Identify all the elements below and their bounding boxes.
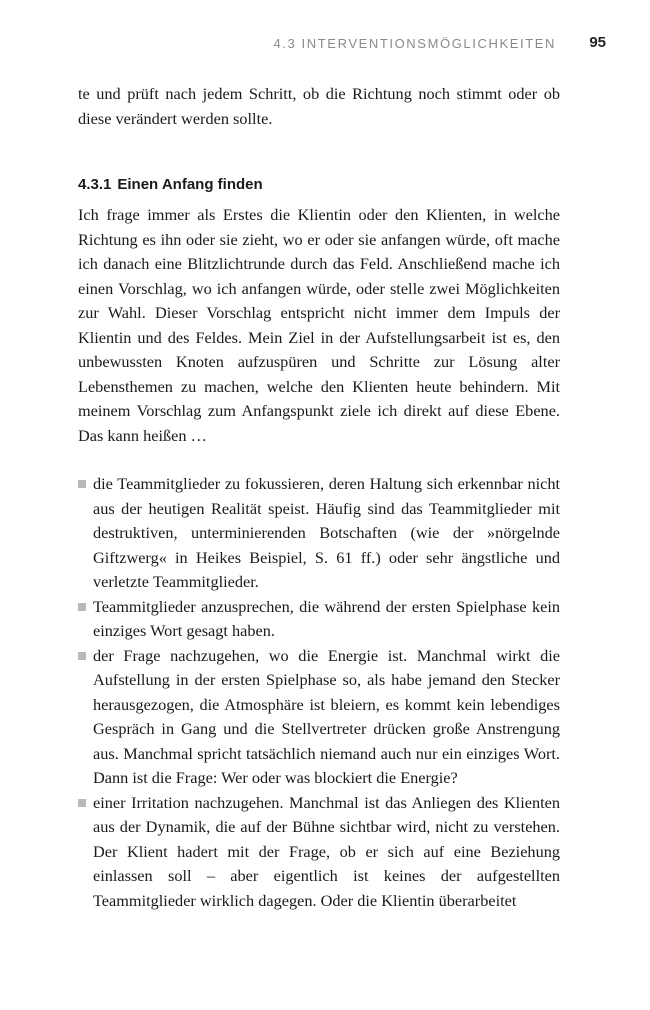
section-heading — [78, 176, 263, 193]
list-item-text: einer Irritation nachzugehen. Manchmal ist das Anliegen des Klienten aus der Dynamik, die auf der Bühne sichtbar wird, nicht zu verstehen. Der Klient hadert mit der Frage, ob er sich auf eine Beziehung einlassen soll – aber eigentlich ist keines der aufgestellten Teammitglieder wirklich dagegen. Oder die Klientin überarbeitet — [93, 792, 560, 910]
list-item — [78, 595, 560, 644]
list-item — [78, 472, 560, 595]
bullet-list — [78, 472, 560, 913]
running-head — [78, 34, 606, 54]
square-bullet-icon — [78, 799, 86, 807]
list-item — [78, 644, 560, 791]
continued-paragraph: te und prüft nach jedem Schritt, ob die Richtung noch stimmt oder ob diese verändert werden sollte. — [78, 84, 560, 128]
list-item-text: Teammitglieder anzusprechen, die während der ersten Spielphase kein einziges Wort gesagt haben. — [93, 596, 560, 640]
square-bullet-icon — [78, 603, 86, 611]
list-item-text: die Teammitglieder zu fokussieren, deren Haltung sich erkennbar nicht aus der heutigen Realität speist. Häufig sind das Teammitglieder mit destruktiven, unterminierenden Botschaften (wie der »nörgelnde Giftzwerg« in Heikes Beispiel, S. 61 ff.) oder sehr ängstliche und verletzte Teammitglieder. — [93, 474, 560, 591]
section-number: 4.3.1 — [78, 176, 112, 193]
page-number: 95 — [589, 34, 606, 51]
square-bullet-icon — [78, 480, 86, 488]
running-title: 4.3 INTERVENTIONSMÖGLICHKEITEN — [273, 36, 556, 51]
body-paragraph: Ich frage immer als Erstes die Klientin oder den Klienten, in welche Richtung es ihn oder sie zieht, wo er oder sie anfangen würde, oft mache ich danach eine Blitzlichtrunde durch das Feld. Anschließend mache ich einen Vorschlag, wo ich anfangen würde, oder stelle zwei Möglichkeiten zur Wahl. Dieser Vorschlag entspricht nicht immer dem Impuls der Klientin und des Feldes. Mein Ziel in der Aufstellungsarbeit ist es, den unbewussten Knoten aufzuspüren und Schritte zur Lösung alter Lebensthemen zu machen, welche den Klienten heute behindern. Mit meinem Vorschlag zum Anfangspunkt ziele ich direkt auf diese Ebene. Das kann heißen … — [78, 205, 560, 445]
square-bullet-icon — [78, 652, 86, 660]
list-item — [78, 791, 560, 914]
section-title: Einen Anfang finden — [117, 176, 263, 193]
list-item-text: der Frage nachzugehen, wo die Energie ist. Manchmal wirkt die Aufstellung in der ersten Spielphase so, als habe jemand den Stecker herausgezogen, die Atmosphäre ist bleiern, es kommt kein lebendiges Gespräch in Gang und die Stellvertreter drücken große Anstrengung aus. Manchmal spricht tatsächlich niemand auch nur ein einziges Wort. Dann ist die Frage: Wer oder was blockiert die Energie? — [93, 645, 560, 787]
